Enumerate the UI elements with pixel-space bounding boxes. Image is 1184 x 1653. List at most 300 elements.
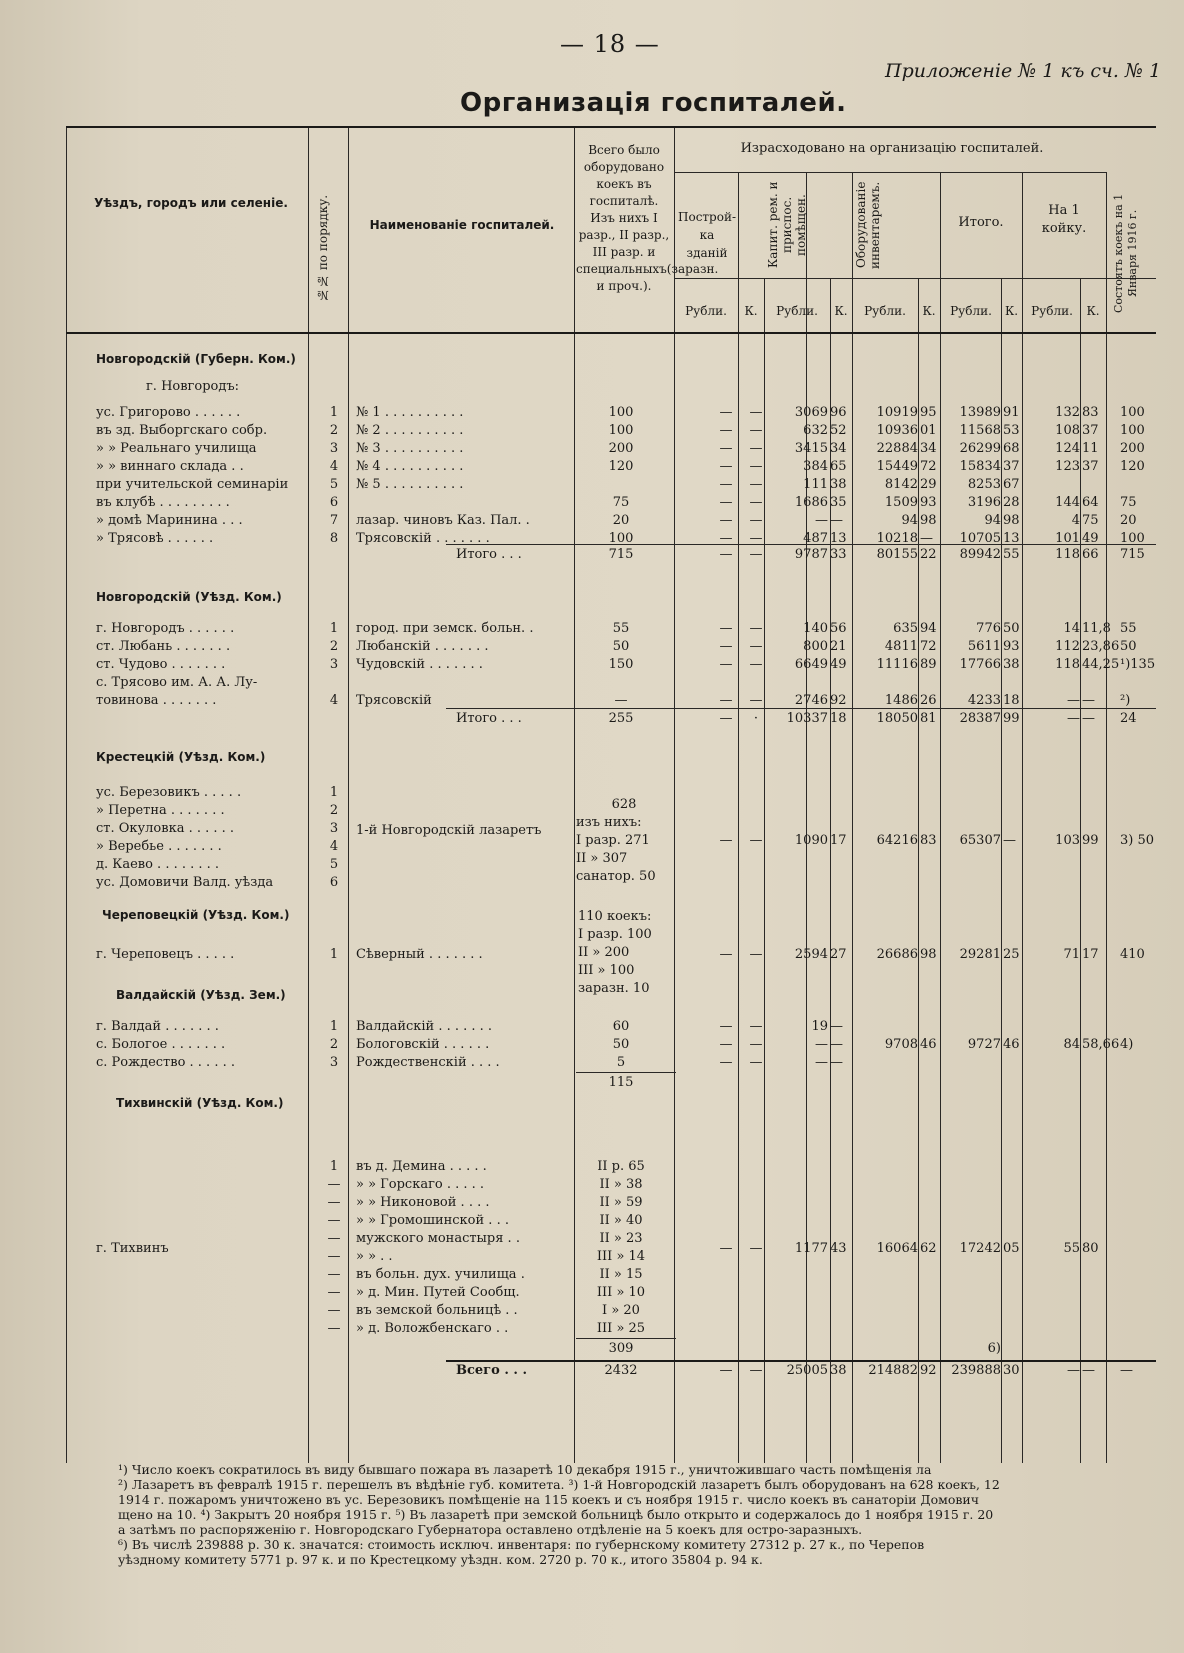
cell-name: » » . .	[356, 1249, 393, 1264]
cell-b2: —	[749, 441, 763, 456]
cell-b2: —	[749, 477, 763, 492]
cell-st: 4)	[1120, 1037, 1134, 1052]
cell-place: товинова . . . . . . .	[96, 693, 217, 708]
cell-no: 4	[329, 839, 339, 854]
table-row	[66, 638, 1156, 656]
cell-beds: 100	[608, 531, 634, 546]
cell-place: г. Валдай . . . . . . .	[96, 1019, 219, 1034]
cell-beds: 2432	[604, 1363, 638, 1378]
cell-r1: —	[815, 513, 828, 528]
table-row	[66, 378, 1156, 396]
cell-r4: 84	[1063, 1037, 1080, 1052]
cell-place: » » Реальнаго училища	[96, 441, 257, 456]
cell-r2: 4811	[884, 639, 918, 654]
cell-st: ²)	[1120, 693, 1131, 708]
cell-r1: 19	[811, 1019, 828, 1034]
cell-k1: 43	[830, 1241, 847, 1256]
beds-line: санатор. 50	[576, 869, 656, 884]
cell-r2: 94	[901, 513, 918, 528]
cell-k3: 67	[1003, 477, 1020, 492]
header-order: №№ по порядку.	[316, 194, 330, 302]
cell-name: Валдайскій . . . . . . .	[356, 1019, 493, 1034]
header-build: Построй-ка зданій	[678, 210, 737, 260]
cell-no: 1	[329, 947, 339, 962]
cell-b1: —	[719, 693, 733, 708]
cell-k2: 98	[920, 947, 937, 962]
beds-line: I разр. 100	[578, 927, 652, 942]
cell-st: 100	[1120, 531, 1145, 546]
cell-r1: 3415	[794, 441, 828, 456]
cell-k3: 99	[1003, 711, 1020, 726]
cell-no: 2	[329, 423, 339, 438]
cell-k4: 37	[1082, 423, 1099, 438]
cell-no: 1	[329, 621, 339, 636]
footnote-line: ²) Лазаретъ въ февралѣ 1915 г. перешелъ въ вѣдѣніе губ. комитета. ³) 1-й Новгородскій лазаретъ былъ оборудованъ на 628 коекъ, 12	[118, 1477, 1000, 1492]
table-row	[66, 674, 1156, 692]
table-row	[66, 1018, 1156, 1036]
cell-k4: 44,25	[1082, 657, 1120, 672]
beds-breakdown-line	[66, 850, 1156, 868]
cell-r1: 2594	[794, 947, 828, 962]
cell-no: —	[327, 1285, 341, 1300]
cell-name: » » Громошинской . . .	[356, 1213, 509, 1228]
cell-k2: 26	[920, 693, 937, 708]
cell-k3: 25	[1003, 947, 1020, 962]
cell-no: —	[327, 1213, 341, 1228]
table-row	[66, 1158, 1156, 1176]
beds-breakdown-line	[66, 814, 1156, 832]
cell-place: ст. Любань . . . . . . .	[96, 639, 231, 654]
cell-r2: 9708	[884, 1037, 918, 1052]
cell-r1: 10337	[786, 711, 828, 726]
cell-r4: 132	[1055, 405, 1080, 420]
cell-no: —	[327, 1177, 341, 1192]
cell-r4: 118	[1055, 547, 1080, 562]
block-values	[66, 1240, 1156, 1258]
cell-k4: 37	[1082, 459, 1099, 474]
cell-k4: 66	[1082, 547, 1099, 562]
cell-beds: 100	[608, 405, 634, 420]
cell-r3: 26299	[959, 441, 1001, 456]
cell-r2: 635	[893, 621, 918, 636]
cell-beds: 5	[616, 1055, 626, 1070]
cell-b1: —	[719, 459, 733, 474]
cell-k3: 55	[1003, 547, 1020, 562]
footnote-line: ⁶) Въ числѣ 239888 р. 30 к. значатся: стоимость исключ. инвентаря: по губернскому комитету 27312 р. 27 к., по Черепов	[118, 1537, 925, 1552]
table-row	[66, 440, 1156, 458]
cell-no: 1	[329, 1019, 339, 1034]
cell-k3: 13	[1003, 531, 1020, 546]
cell-name: въ земской больницѣ . .	[356, 1303, 518, 1318]
header-state: Состоятъ коекъ на 1 Января 1916 г.	[1112, 193, 1139, 313]
cell-k4: 80	[1082, 1241, 1099, 1256]
cell-r4: 108	[1055, 423, 1080, 438]
cell-r3: 13989	[959, 405, 1001, 420]
subtotal-row	[66, 1340, 1156, 1358]
cell-no: 5	[329, 477, 339, 492]
page-title: Организація госпиталей.	[460, 88, 847, 118]
cell-r2: 80155	[876, 547, 918, 562]
cell-k3: 38	[1003, 657, 1020, 672]
cell-name: » » Горскаго . . . . .	[356, 1177, 485, 1192]
cell-no: 7	[329, 513, 339, 528]
cell-b1: —	[719, 1037, 733, 1052]
cell-k4: 83	[1082, 405, 1099, 420]
cell-b1: —	[719, 405, 733, 420]
cell-place: » Трясовѣ . . . . . .	[96, 531, 214, 546]
header-kop-1: К.	[744, 304, 758, 318]
cell-no: 1	[329, 785, 339, 800]
section-heading: Новгородскій (Уѣзд. Ком.)	[96, 590, 282, 604]
table-row	[66, 476, 1156, 494]
beds-breakdown-line	[66, 962, 1156, 980]
table-row	[66, 1094, 1156, 1112]
cell-k2: 93	[920, 495, 937, 510]
cell-r1: —	[815, 1055, 828, 1070]
cell-k1: 38	[830, 477, 847, 492]
cell-k2: 72	[920, 459, 937, 474]
cell-b1: —	[719, 513, 733, 528]
table-row	[66, 1176, 1156, 1194]
beds-line: заразн. 10	[578, 981, 650, 996]
cell-r1: —	[815, 1037, 828, 1052]
cell-no: —	[327, 1231, 341, 1246]
cell-r2: 8142	[884, 477, 918, 492]
table-row	[66, 512, 1156, 530]
header-repair: Капит. рем. и приспос. помѣщен.	[766, 181, 808, 269]
cell-no: 6	[329, 495, 339, 510]
header-rub-1: Рубли.	[685, 304, 727, 318]
cell-r2: 1486	[884, 693, 918, 708]
cell-k1: 33	[830, 547, 847, 562]
header-rub-4: Рубли.	[950, 304, 992, 318]
header-spent: Израсходовано на организацію госпиталей.	[740, 141, 1044, 156]
cell-b1: —	[719, 1055, 733, 1070]
cell-r3: 5611	[967, 639, 1001, 654]
cell-k2: 89	[920, 657, 937, 672]
beds-breakdown-line	[66, 944, 1156, 962]
cell-b1: —	[719, 423, 733, 438]
cell-r1: 800	[803, 639, 828, 654]
cell-beds: I » 20	[602, 1303, 640, 1318]
cell-b2: —	[749, 1055, 763, 1070]
cell-k3: 37	[1003, 459, 1020, 474]
table-row	[66, 1194, 1156, 1212]
cell-r2: 10919	[876, 405, 918, 420]
cell-r3: 29281	[959, 947, 1001, 962]
cell-b1: —	[719, 1241, 733, 1256]
cell-place: » домѣ Маринина . . .	[96, 513, 243, 528]
header-total: Итого.	[958, 215, 1004, 230]
rule	[576, 1072, 676, 1073]
cell-b2: —	[749, 459, 763, 474]
cell-r3: 65307	[959, 833, 1001, 848]
cell-st: —	[1120, 1363, 1133, 1378]
cell-st: 120	[1120, 459, 1145, 474]
cell-no: —	[327, 1321, 341, 1336]
cell-k1: 49	[830, 657, 847, 672]
cell-k2: 62	[920, 1241, 937, 1256]
cell-st: 410	[1120, 947, 1145, 962]
cell-beds: 55	[612, 621, 630, 636]
cell-st: 20	[1120, 513, 1137, 528]
cell-st: 200	[1120, 441, 1145, 456]
section-heading: Валдайскій (Уѣзд. Зем.)	[116, 988, 286, 1002]
beds-line: III » 100	[578, 963, 635, 978]
header-kop-3: К.	[922, 304, 936, 318]
cell-r4: 101	[1055, 531, 1080, 546]
cell-r4: —	[1067, 711, 1080, 726]
header-kop-2: К.	[834, 304, 848, 318]
cell-r2: 11116	[876, 657, 918, 672]
subtotal-row	[66, 1074, 1156, 1092]
cell-no: —	[327, 1249, 341, 1264]
cell-r2: 214882	[868, 1363, 918, 1378]
cell-place: ус. Домовичи Валд. уѣзда	[96, 875, 274, 890]
cell-k3: 30	[1003, 1363, 1020, 1378]
cell-b1: —	[719, 1019, 733, 1034]
cell-r4: 55	[1063, 1241, 1080, 1256]
table-row	[66, 1266, 1156, 1284]
cell-name: Рождественскій . . . .	[356, 1055, 500, 1070]
header-rub-5: Рубли.	[1031, 304, 1073, 318]
cell-beds: 60	[612, 1019, 630, 1034]
cell-r2: 10936	[876, 423, 918, 438]
table-row	[66, 986, 1156, 1004]
cell-r1: 9787	[794, 547, 828, 562]
cell-r4: 14	[1063, 621, 1080, 636]
cell-place: ст. Окуловка . . . . . .	[96, 821, 235, 836]
cell-beds: III » 10	[596, 1285, 646, 1300]
table-row	[66, 404, 1156, 422]
cell-st: 100	[1120, 405, 1145, 420]
cell-k1: 21	[830, 639, 847, 654]
cell-no: 1	[329, 405, 339, 420]
cell-r4: 118	[1055, 657, 1080, 672]
cell-r4: 4	[1071, 513, 1080, 528]
cell-beds: 150	[608, 657, 634, 672]
table-row	[66, 458, 1156, 476]
section-heading: Крестецкій (Уѣзд. Ком.)	[96, 750, 266, 764]
cell-r3: 3196	[967, 495, 1001, 510]
cell-b2: —	[749, 639, 763, 654]
total-label: Итого . . .	[456, 711, 522, 726]
beds-breakdown-line	[66, 926, 1156, 944]
cell-name: » » Никоновой . . . .	[356, 1195, 490, 1210]
cell-beds: 255	[608, 711, 634, 726]
cell-beds: 100	[608, 423, 634, 438]
cell-k4: —	[1082, 711, 1095, 726]
cell-k1: —	[830, 1019, 843, 1034]
cell-b1: —	[719, 1363, 733, 1378]
cell-name: » д. Воложбенскаго . .	[356, 1321, 509, 1336]
cell-b1: —	[719, 621, 733, 636]
cell-beds: II » 38	[599, 1177, 643, 1192]
cell-r2: 1509	[884, 495, 918, 510]
cell-k2: 98	[920, 513, 937, 528]
cell-place: г. Новгородъ . . . . . .	[96, 621, 235, 636]
total-row	[66, 546, 1156, 564]
cell-st: 55	[1120, 621, 1137, 636]
cell-no: 3	[329, 441, 339, 456]
table-row	[66, 656, 1156, 674]
cell-beds: III » 25	[596, 1321, 646, 1336]
footnotes	[118, 1462, 1158, 1567]
total-row	[66, 710, 1156, 728]
cell-b2: —	[749, 833, 763, 848]
cell-k3: 18	[1003, 693, 1020, 708]
header-rub-3: Рубли.	[864, 304, 906, 318]
cell-r3: 15834	[959, 459, 1001, 474]
cell-k4: 17	[1082, 947, 1099, 962]
cell-name: город. при земск. больн. .	[356, 621, 534, 636]
cell-b2: —	[749, 947, 763, 962]
cell-name: Трясовскій . . . . . . .	[356, 531, 490, 546]
rule	[446, 708, 1156, 709]
cell-r3: 17766	[959, 657, 1001, 672]
subtotal-beds: 115	[608, 1075, 634, 1090]
cell-st: ¹)135	[1120, 657, 1156, 672]
cell-beds: II » 23	[599, 1231, 643, 1246]
cell-place: » Перетна . . . . . . .	[96, 803, 225, 818]
cell-k1: 65	[830, 459, 847, 474]
cell-b2: —	[749, 1241, 763, 1256]
beds-line: 628	[611, 797, 637, 812]
cell-k2: 72	[920, 639, 937, 654]
cell-b1: —	[719, 833, 733, 848]
cell-k3: 50	[1003, 621, 1020, 636]
cell-b1: —	[719, 711, 733, 726]
cell-k1: 17	[830, 833, 847, 848]
cell-no: 3	[329, 1055, 339, 1070]
cell-no: 2	[329, 639, 339, 654]
cell-no: 8	[329, 531, 339, 546]
cell-beds: —	[614, 693, 628, 708]
cell-r2: 16064	[876, 1241, 918, 1256]
table-row	[66, 588, 1156, 606]
cell-r4: 103	[1055, 833, 1080, 848]
cell-b2: —	[749, 531, 763, 546]
cell-r3: 239888	[951, 1363, 1001, 1378]
cell-beds: 715	[608, 547, 634, 562]
cell-r2: 18050	[876, 711, 918, 726]
cell-r4: 123	[1055, 459, 1080, 474]
cell-name: № 1 . . . . . . . . . .	[356, 405, 464, 420]
cell-k1: 35	[830, 495, 847, 510]
cell-place: г. Тихвинъ	[96, 1241, 169, 1256]
cell-no: 6	[329, 875, 339, 890]
cell-name: Трясовскій	[356, 693, 432, 708]
cell-k3: 53	[1003, 423, 1020, 438]
cell-b1: —	[719, 639, 733, 654]
cell-r3: 10705	[959, 531, 1001, 546]
cell-r1: 140	[803, 621, 828, 636]
beds-breakdown-line	[66, 908, 1156, 926]
cell-place: » Веребье . . . . . . .	[96, 839, 222, 854]
table-row	[66, 1320, 1156, 1338]
cell-k2: 92	[920, 1363, 937, 1378]
cell-st: 100	[1120, 423, 1145, 438]
header-kop-5: К.	[1086, 304, 1100, 318]
cell-k4: 23,86	[1082, 639, 1120, 654]
cell-k3: 46	[1003, 1037, 1020, 1052]
cell-r3: 8253	[967, 477, 1001, 492]
cell-k2: —	[920, 531, 933, 546]
cell-r3: 89942	[959, 547, 1001, 562]
cell-name: Чудовскій . . . . . . .	[356, 657, 483, 672]
cell-k1: 52	[830, 423, 847, 438]
cell-place: г. Череповецъ . . . . .	[96, 947, 235, 962]
cell-k2: 81	[920, 711, 937, 726]
cell-b1: —	[719, 657, 733, 672]
header-place: Уѣздъ, городъ или селеніе.	[94, 196, 288, 210]
beds-line: 110 коекъ:	[578, 909, 652, 924]
cell-name: Бологовскій . . . . . .	[356, 1037, 490, 1052]
page-number: — 18 —	[560, 30, 660, 58]
cell-r1: 2746	[794, 693, 828, 708]
section-heading: Новгородскій (Губерн. Ком.)	[96, 352, 296, 366]
cell-k2: 83	[920, 833, 937, 848]
beds-line: I разр. 271	[576, 833, 650, 848]
table-row	[66, 494, 1156, 512]
cell-k1: 56	[830, 621, 847, 636]
footnote-line: 1914 г. пожаромъ уничтожено въ ус. Березовикъ помѣщеніе на 115 коекъ и съ ноября 1915 г. число коекъ въ санаторіи Домович	[118, 1492, 979, 1507]
cell-r4: —	[1067, 693, 1080, 708]
cell-beds: 50	[612, 639, 630, 654]
section-heading: Череповецкій (Уѣзд. Ком.)	[102, 908, 290, 922]
cell-k3: 05	[1003, 1241, 1020, 1256]
beds-breakdown-line	[66, 868, 1156, 886]
cell-beds: 75	[612, 495, 630, 510]
cell-name: № 4 . . . . . . . . . .	[356, 459, 464, 474]
table-row	[66, 1054, 1156, 1072]
cell-beds: II » 15	[599, 1267, 643, 1282]
cell-k3: 28	[1003, 495, 1020, 510]
cell-name: № 5 . . . . . . . . . .	[356, 477, 464, 492]
cell-r4: 112	[1055, 639, 1080, 654]
cell-b2: —	[749, 547, 763, 562]
cell-b2: —	[749, 495, 763, 510]
cell-r4: —	[1067, 1363, 1080, 1378]
cell-r1: 487	[803, 531, 828, 546]
cell-name: въ больн. дух. училища .	[356, 1267, 525, 1282]
hospitals-table	[66, 126, 1156, 1463]
cell-name: Любанскій . . . . . . .	[356, 639, 489, 654]
cell-r3: 9727	[967, 1037, 1001, 1052]
cell-b2: ·	[753, 711, 759, 726]
cell-place: въ клубѣ . . . . . . . . .	[96, 495, 230, 510]
grand-total-label: Всего . . .	[456, 1363, 527, 1378]
table-row	[66, 1212, 1156, 1230]
cell-r1: 384	[803, 459, 828, 474]
cell-b2: —	[749, 1019, 763, 1034]
cell-no: 3	[329, 657, 339, 672]
cell-r4: 71	[1063, 947, 1080, 962]
block-values	[66, 832, 1156, 850]
cell-name: № 2 . . . . . . . . . .	[356, 423, 464, 438]
cell-no: 4	[329, 693, 339, 708]
cell-beds: 50	[612, 1037, 630, 1052]
cell-k4: 58,66	[1082, 1037, 1120, 1052]
cell-name: въ д. Демина . . . . .	[356, 1159, 487, 1174]
cell-k1: —	[830, 513, 843, 528]
cell-b1: —	[719, 441, 733, 456]
footnote-line: уѣздному комитету 5771 р. 97 к. и по Крестецкому уѣздн. ком. 2720 р. 70 к., итого 35804 р. 94 к.	[118, 1552, 763, 1567]
cell-name: » д. Мин. Путей Сообщ.	[356, 1285, 520, 1300]
cell-b2: —	[749, 693, 763, 708]
cell-r1: 1177	[794, 1241, 828, 1256]
cell-no: 3	[329, 821, 339, 836]
